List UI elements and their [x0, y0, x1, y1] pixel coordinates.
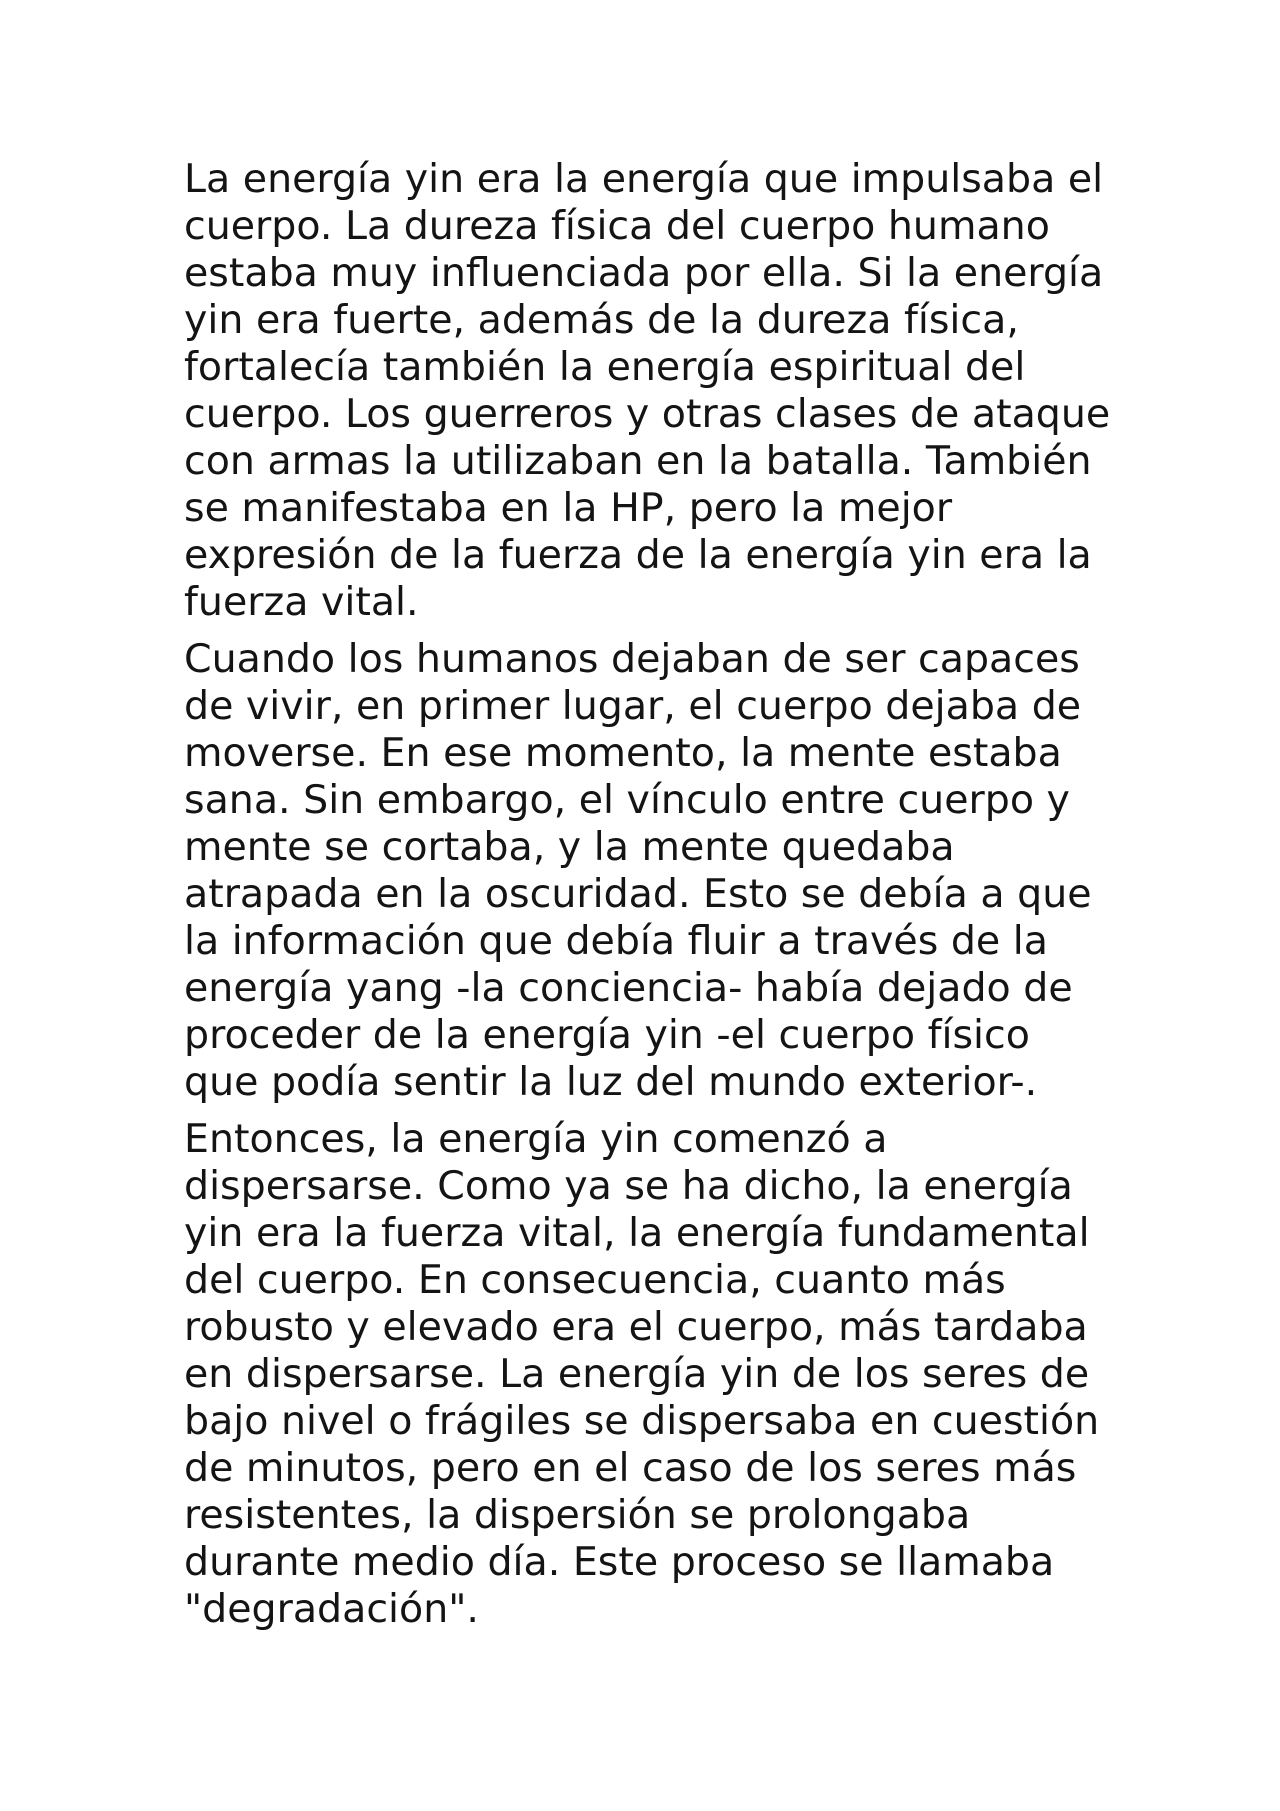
paragraph-3	[184, 1116, 1124, 1633]
text-line: yin era fuerte, además de la dureza física,	[184, 297, 1019, 343]
text-line: se manifestaba en la HP, pero la mejor	[184, 485, 953, 531]
text-line: estaba muy influenciada por ella. Si la energía	[184, 250, 1104, 296]
text-line: La energía yin era la energía que impulsaba el	[184, 156, 1104, 202]
text-line: fuerza vital.	[184, 579, 419, 625]
text-line: energía yang -la conciencia- había dejado de	[184, 965, 1073, 1011]
text-line: resistentes, la dispersión se prolongaba	[184, 1492, 971, 1538]
text-line: de vivir, en primer lugar, el cuerpo dejaba de	[184, 683, 1082, 729]
text-line: fortalecía también la energía espiritual del	[184, 344, 1026, 390]
text-line: Entonces, la energía yin comenzó a	[184, 1116, 888, 1162]
text-line: bajo nivel o frágiles se dispersaba en cuestión	[184, 1398, 1100, 1444]
text-line: proceder de la energía yin -el cuerpo físico	[184, 1012, 1030, 1058]
text-line: del cuerpo. En consecuencia, cuanto más	[184, 1257, 1006, 1303]
document-body	[184, 156, 1124, 1643]
text-line: de minutos, pero en el caso de los seres más	[184, 1445, 1077, 1491]
text-line: expresión de la fuerza de la energía yin era la	[184, 532, 1092, 578]
text-line: "degradación".	[184, 1586, 479, 1632]
text-line: que podía sentir la luz del mundo exterior-.	[184, 1059, 1038, 1105]
paragraph-1	[184, 156, 1124, 626]
text-line: yin era la fuerza vital, la energía fundamental	[184, 1210, 1090, 1256]
text-line: moverse. En ese momento, la mente estaba	[184, 730, 1062, 776]
text-line: atrapada en la oscuridad. Esto se debía a que	[184, 871, 1092, 917]
paragraph-2	[184, 636, 1124, 1106]
text-line: cuerpo. La dureza física del cuerpo humano	[184, 203, 1050, 249]
text-line: con armas la utilizaban en la batalla. También	[184, 438, 1092, 484]
text-line: robusto y elevado era el cuerpo, más tardaba	[184, 1304, 1088, 1350]
text-line: la información que debía fluir a través de la	[184, 918, 1048, 964]
text-line: durante medio día. Este proceso se llamaba	[184, 1539, 1055, 1585]
text-line: cuerpo. Los guerreros y otras clases de ataque	[184, 391, 1111, 437]
text-line: Cuando los humanos dejaban de ser capaces	[184, 636, 1080, 682]
text-line: mente se cortaba, y la mente quedaba	[184, 824, 955, 870]
text-line: dispersarse. Como ya se ha dicho, la energía	[184, 1163, 1073, 1209]
text-line: sana. Sin embargo, el vínculo entre cuerpo y	[184, 777, 1070, 823]
text-line: en dispersarse. La energía yin de los seres de	[184, 1351, 1090, 1397]
